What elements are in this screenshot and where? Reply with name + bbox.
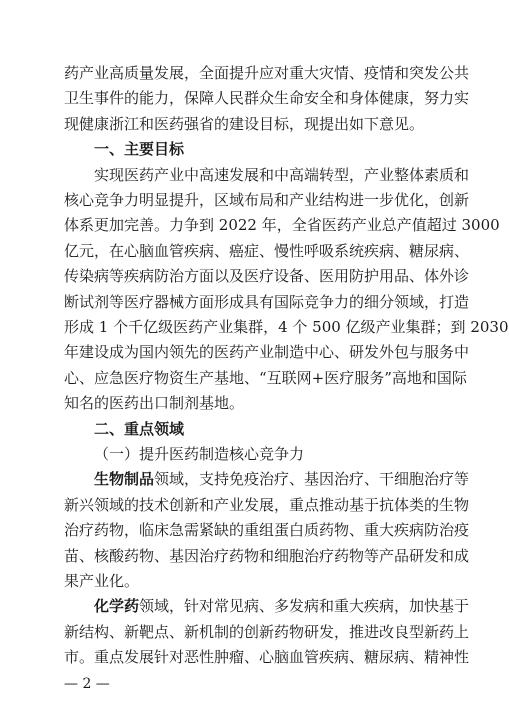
goals-line-8: 年建设成为国内领先的医药产业制造中心、研发外包与服务中 — [64, 343, 470, 362]
goals-line-9: 心、应急医疗物资生产基地、“互联网+医疗服务”高地和国际 — [64, 368, 467, 387]
goals-line-3: 体系更加完善。力争到 2022 年，全省医药产业总产值超过 3000 — [64, 216, 500, 235]
intro-line-2: 卫生事件的能力，保障人民群众生命安全和身体健康，努力实 — [64, 89, 470, 108]
intro-line-3: 现健康浙江和医药强省的建设目标，现提出如下意见。 — [64, 114, 425, 133]
bio-line-1-rest: 领域，支持免疫治疗、基因治疗、干细胞治疗等 — [154, 470, 470, 489]
goals-line-7: 形成 1 个千亿级医药产业集群，4 个 500 亿级产业集群；到 2030 — [64, 318, 509, 336]
section-heading-key-areas: 二、重点领域 — [94, 419, 185, 438]
goals-line-6: 断试剂等医疗器械方面形成具有国际竞争力的细分领域，打造 — [64, 292, 470, 311]
chem-line-2: 新结构、新靶点、新机制的创新药物研发，推进改良型新药上 — [64, 622, 470, 641]
intro-line-1: 药产业高质量发展，全面提升应对重大灾情、疫情和突发公共 — [64, 64, 470, 82]
goals-line-5: 传染病等疾病防治方面以及医疗设备、医用防护用品、体外诊 — [64, 267, 470, 286]
chem-line-1-rest: 领域，针对常见病、多发病和重大疾病，加快基于 — [139, 597, 470, 616]
page-number: — 2 — — [64, 676, 110, 693]
goals-line-10: 知名的医药出口制剂基地。 — [64, 394, 245, 413]
bio-line-2: 新兴领域的技术创新和产业发展，重点推动基于抗体类的生物 — [64, 495, 470, 514]
goals-line-2: 核心竞争力明显提升，区域布局和产业结构进一步优化，创新 — [64, 191, 470, 209]
bio-line-3: 治疗药物，临床急需紧缺的重组蛋白质药物、重大疾病防治疫 — [64, 521, 470, 540]
biologics-term: 生物制品 — [94, 470, 155, 489]
chemical-drugs-term: 化学药 — [94, 597, 140, 616]
chem-line-3: 市。重点发展针对恶性肿瘤、心脑血管疾病、糖尿病、精神性 — [64, 648, 470, 667]
subsection-heading-manufacturing: （一）提升医药制造核心竞争力 — [94, 445, 305, 463]
bio-line-5: 果产业化。 — [64, 572, 140, 590]
goals-line-1: 实现医药产业中高速发展和中高端转型，产业整体素质和 — [94, 165, 470, 184]
section-heading-main-goals: 一、主要目标 — [94, 140, 185, 159]
goals-line-4: 亿元，在心脑血管疾病、癌症、慢性呼吸系统疾病、糖尿病、 — [64, 241, 470, 260]
bio-line-4: 苗、核酸药物、基因治疗药物和细胞治疗药物等产品研发和成 — [64, 546, 470, 565]
bio-line-1 — [94, 468, 470, 490]
chem-line-1 — [94, 595, 470, 617]
